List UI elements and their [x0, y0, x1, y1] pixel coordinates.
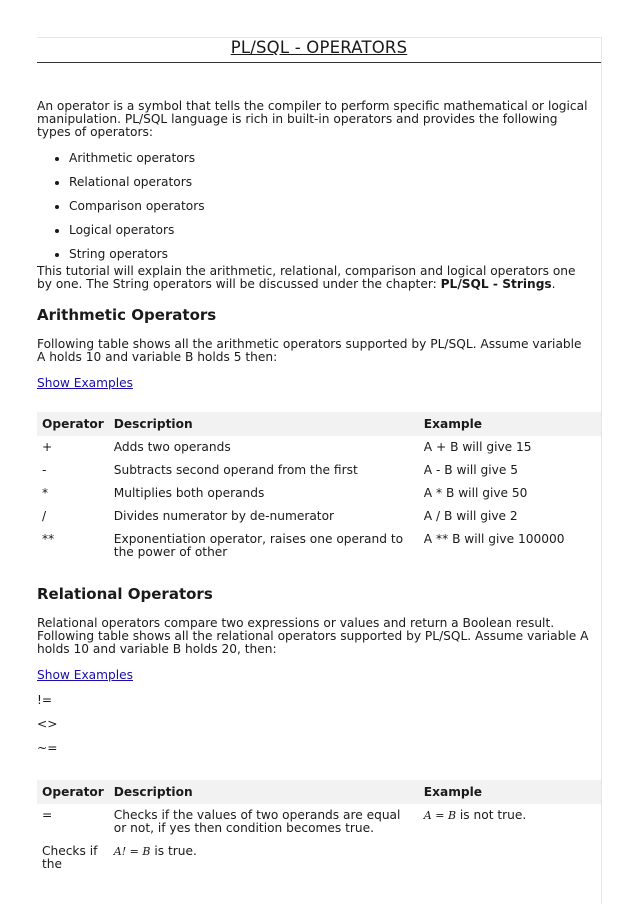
cell-description: Divides numerator by de-numerator — [113, 509, 335, 523]
cell-operator: * — [42, 486, 49, 500]
content — [37, 100, 593, 876]
math-expression: A = B — [423, 809, 457, 822]
cell-operator: ** — [42, 532, 55, 546]
relational-symbols — [37, 693, 593, 765]
explain-paragraph — [37, 265, 593, 291]
header-operator: Operator — [37, 780, 109, 804]
list-item: • Comparison operators — [69, 199, 593, 223]
math-expression: A! = B — [113, 845, 151, 858]
table-row — [37, 804, 601, 840]
operator-types-list — [37, 151, 593, 271]
relational-table — [37, 780, 601, 876]
arithmetic-description: Following table shows all the arithmetic operators supported by PL/SQL. Assume variable A holds 10 and variable B holds 5 then: — [37, 337, 582, 364]
example-tail: is not true. — [456, 808, 527, 822]
page-title-bar — [37, 38, 601, 63]
table-row — [37, 840, 601, 876]
relational-link-wrap — [37, 668, 593, 683]
header-description: Description — [109, 780, 419, 804]
cell-example: A ** B will give 100000 — [423, 532, 565, 546]
header-example: Example — [419, 412, 601, 436]
cell-operator: = — [42, 808, 53, 822]
cell-description: Checks if the values of two operands are equal or not, if yes then condition becomes true. — [113, 808, 401, 835]
symbol-line: != — [37, 693, 53, 707]
cell-description — [109, 840, 419, 876]
cell-operator: - — [42, 463, 47, 477]
cell-description: Subtracts second operand from the first — [113, 463, 358, 477]
table-row — [37, 459, 601, 482]
arithmetic-link-wrap — [37, 376, 593, 391]
explain-end: . — [551, 277, 556, 291]
cell-example: A * B will give 50 — [423, 486, 528, 500]
cell-example — [419, 804, 601, 840]
relational-show-examples-link[interactable]: Show Examples — [37, 668, 133, 682]
example-tail: is true. — [150, 844, 197, 858]
table-header-row — [37, 780, 601, 804]
intro-paragraph: An operator is a symbol that tells the compiler to perform specific mathematical or logical manipulation. PL/SQL language is rich in built-in operators and provides the following types of operators: — [37, 99, 588, 139]
cell-description: Multiplies both operands — [113, 486, 265, 500]
page-title: PL/SQL - OPERATORS — [230, 38, 408, 57]
strings-chapter-ref: PL/SQL - Strings — [440, 277, 552, 291]
symbol-line: ~= — [37, 741, 58, 755]
cell-operator: Checks if the — [42, 844, 98, 871]
cell-operator: / — [42, 509, 47, 523]
cell-example: A + B will give 15 — [423, 440, 532, 454]
header-operator: Operator — [37, 412, 109, 436]
cell-operator: + — [42, 440, 53, 454]
explain-text: This tutorial will explain the arithmetic, relational, comparison and logical operators one by one. The String operators will be discussed under the chapter: — [37, 264, 576, 291]
table-header-row — [37, 412, 601, 436]
cell-example — [419, 840, 601, 876]
list-item: • Arithmetic operators — [69, 151, 593, 175]
header-description: Description — [109, 412, 419, 436]
cell-description: Adds two operands — [113, 440, 231, 454]
list-item: • String operators — [69, 247, 593, 271]
relational-heading: Relational Operators — [37, 585, 213, 603]
cell-example: A / B will give 2 — [423, 509, 518, 523]
relational-description: Relational operators compare two expressions or values and return a Boolean result. Following table shows all the relational operators supported by PL/SQL. Assume variable A holds 10 and variable B holds 20, then: — [37, 616, 589, 656]
list-item: • Relational operators — [69, 175, 593, 199]
table-row — [37, 528, 601, 564]
arithmetic-show-examples-link[interactable]: Show Examples — [37, 376, 133, 390]
arithmetic-heading: Arithmetic Operators — [37, 306, 217, 324]
table-row — [37, 505, 601, 528]
cell-example: A - B will give 5 — [423, 463, 518, 477]
arithmetic-table — [37, 412, 601, 564]
table-row — [37, 482, 601, 505]
list-item: • Logical operators — [69, 223, 593, 247]
table-row — [37, 436, 601, 459]
cell-description: Exponentiation operator, raises one operand to the power of other — [113, 532, 404, 559]
header-example: Example — [419, 780, 601, 804]
symbol-line: <> — [37, 717, 58, 731]
